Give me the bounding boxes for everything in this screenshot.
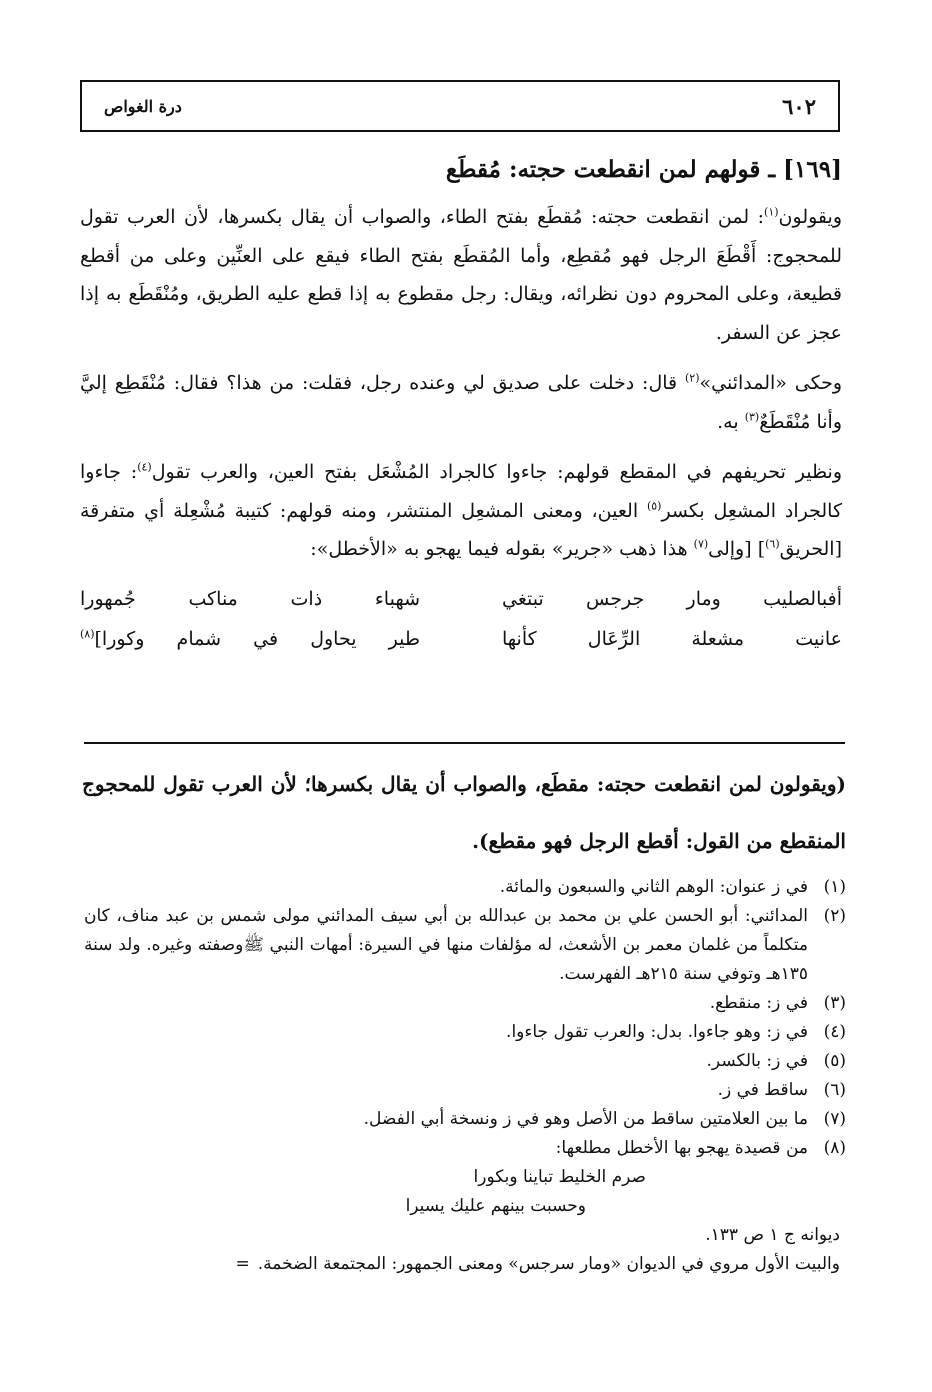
- text: قال: دخلت على صديق لي وعنده رجل، فقلت: من هذا؟ فقال: مُنْقَطِع إليَّ وأنا مُنْقَطَعٌ: [80, 372, 842, 433]
- footnote-number: (٧): [823, 1109, 846, 1129]
- source-reference: ديوانه ج ١ ص ١٣٣.: [705, 1225, 840, 1245]
- footnotes: [84, 873, 846, 1279]
- footnote-text: في ز: منقطع.: [709, 993, 808, 1013]
- page-header: [80, 80, 840, 132]
- footnote-text: المدائني: أبو الحسن علي بن محمد بن عبدالله بن أبي سيف المدائني مولى شمس بن عبد مناف، كان متكلماً من غلمان معمر بن الأشعث، له مؤلفات منها في السيرة: أمهات النبي ﷺوصفته وغيره. ولد سنة ١٣٥هـ وتوفي سنة ٢١٥هـ الفهرست.: [84, 906, 808, 984]
- second-hemistich: شهباء ذات مناكب جُمهورا: [80, 587, 420, 610]
- footnote-text: من قصيدة يهجو بها الأخطل مطلعها:: [555, 1138, 808, 1158]
- footnote-number: (٣): [823, 993, 846, 1013]
- footnote: [84, 1047, 846, 1076]
- divider-line: [84, 742, 845, 744]
- footnote-number: (٥): [823, 1051, 846, 1071]
- footnote: [84, 989, 846, 1018]
- text: به.: [717, 410, 745, 433]
- footnote-ref: (٧): [693, 537, 709, 551]
- footnote-text: ساقط في ز.: [717, 1080, 808, 1100]
- footnote-text: في ز: وهو جاءوا. بدل: والعرب تقول جاءوا.: [506, 1022, 808, 1042]
- footnote-number: (٢): [823, 906, 846, 926]
- footnote-number: (٤): [823, 1022, 846, 1042]
- text: ويقولون: [778, 206, 842, 228]
- quoted-verse-1: صرم الخليط تباينا وبكورا: [473, 1167, 646, 1187]
- paragraph-1: [80, 198, 842, 352]
- footnote-ref: (٣): [744, 410, 760, 424]
- second-hemistich: [80, 619, 420, 659]
- text: ونظير تحريفهم في المقطع قولهم: جاءوا كالجراد المُشْعَل بفتح العين، والعرب تقول: [151, 461, 842, 483]
- page-number: ٦٠٢: [782, 93, 816, 119]
- poem-verse: [80, 619, 842, 659]
- continuation-mark: =: [235, 1254, 250, 1274]
- first-hemistich: أفبالصليب ومار جرجس تبتغي: [502, 587, 842, 610]
- paragraph-2: [80, 364, 842, 441]
- commentary-text: (ويقولون لمن انقطعت حجته: مقطَع، والصواب أن يقال بكسرها؛ لأن العرب تقول للمحجوج المنقطع من القول: أقطع الرجل فهو مقطع).: [82, 772, 846, 853]
- footnote: [84, 873, 846, 902]
- text: العين، ومعنى المشعِل المنتشر، ومنه قولهم: كتيبة مُشْعِلة أي متفرقة [الحريق: [80, 499, 842, 560]
- footnote: [84, 1018, 846, 1047]
- footnote-ref: (١): [764, 205, 779, 219]
- footnote-ref: (٦): [765, 537, 780, 551]
- footnote: [84, 1076, 846, 1105]
- footnote-ref: (٥): [646, 499, 662, 513]
- entry-title: [١٦٩] ـ قولهم لمن انقطعت حجته: مُقطَع: [445, 156, 842, 183]
- text: وحكى «المدائني»: [699, 372, 843, 394]
- footnote-ref: (٢): [684, 371, 700, 385]
- footnote-number: (٦): [823, 1080, 846, 1100]
- footnote-number: (٨): [823, 1138, 846, 1158]
- first-hemistich: عانيت مشعلة الرِّعَال كأنها: [502, 627, 842, 650]
- footnote-text: في ز عنوان: الوهم الثاني والسبعون والمائة.: [499, 877, 808, 897]
- poem: [80, 579, 842, 659]
- text: : جاءوا كالجراد المشعِل بكسر: [80, 461, 842, 522]
- paragraph-3: [80, 453, 842, 569]
- footnote: [84, 1134, 846, 1163]
- running-title: درة الغواص: [104, 96, 182, 116]
- footnote: [84, 1105, 846, 1134]
- poem-verse: [80, 579, 842, 619]
- quoted-verse-2: وحسبت بينهم عليك يسيرا: [405, 1196, 586, 1216]
- footnote-final-line: [84, 1250, 846, 1279]
- text: هذا ذهب «جرير» بقوله فيما يهجو به «الأخطل»:: [310, 538, 694, 560]
- text: طير يحاول في شمام وكورا]: [94, 627, 420, 650]
- text: والبيت الأول مروي في الديوان «ومار سرجس» ومعنى الجمهور: المجتمعة الضخمة.: [257, 1254, 840, 1274]
- footnote-text: ما بين العلامتين ساقط من الأصل وهو في ز ونسخة أبي الفضل.: [363, 1109, 808, 1129]
- text: ] [وإلى: [708, 538, 766, 560]
- footnote-number: (١): [823, 877, 846, 897]
- footnote-ref: (٤): [137, 460, 152, 474]
- footnote: [84, 902, 846, 989]
- footnote-text: في ز: بالكسر.: [706, 1051, 808, 1071]
- footnote-ref: (٨): [80, 627, 95, 641]
- main-text: [80, 152, 842, 659]
- text: : لمن انقطعت حجته: مُقطَع بفتح الطاء، والصواب أن يقال بكسرها، لأن العرب تقول للمحجوج: أَقْطَعَ الرجل فهو مُقطِع، وأما المُقطَع بفتح الطاء فيقع على العنِّين وعلى من أقطع قطيعة، وعلى المحروم دون نظرائه، ويقال: رجل مقطوع به إذا قطع عليه الطريق، ومُنْقَطَع به إذا عجز عن السفر.: [80, 206, 842, 344]
